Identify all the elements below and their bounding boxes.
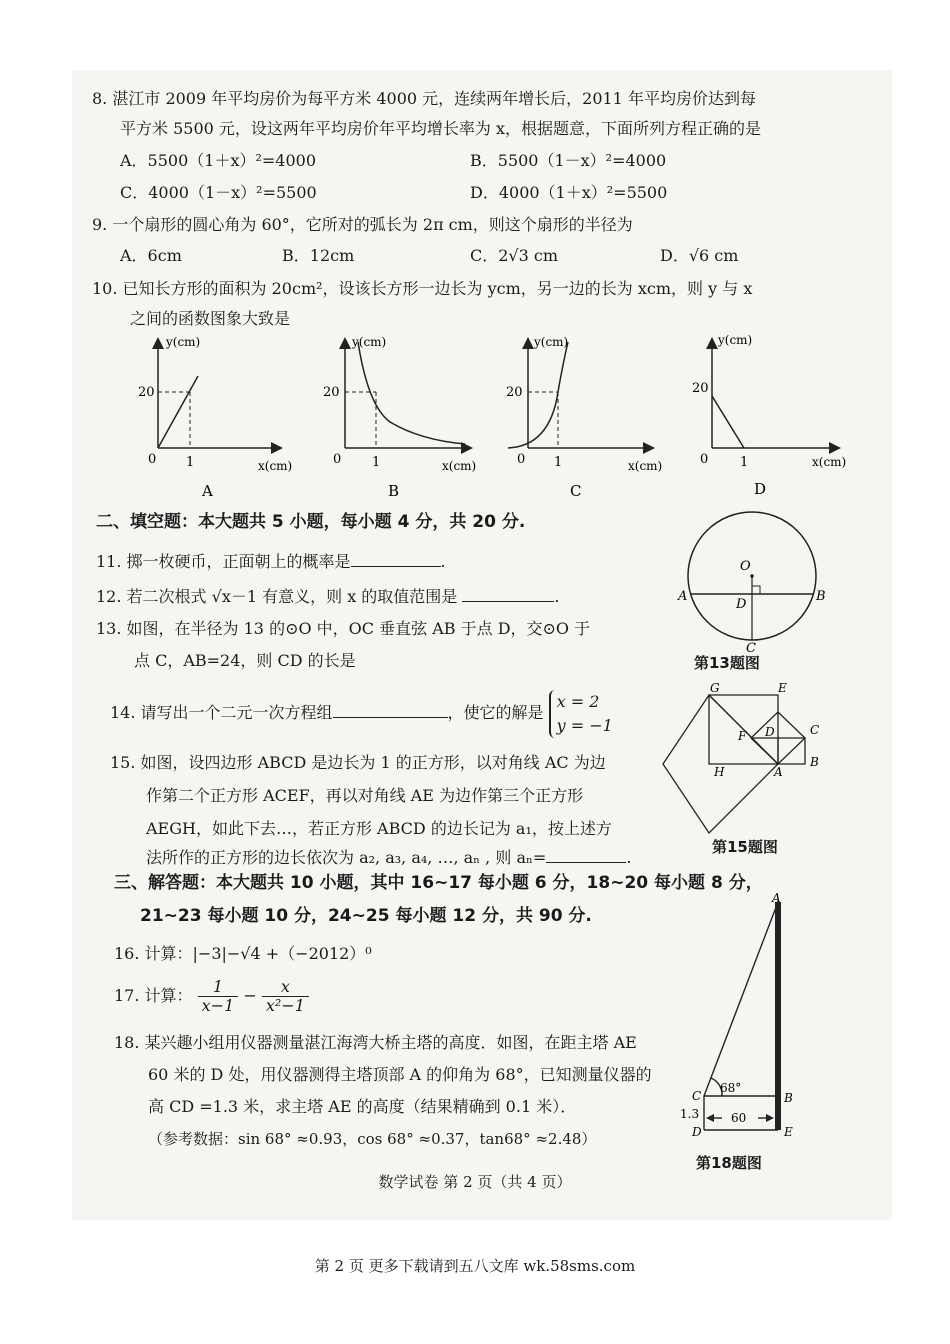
q9-option-a: A．6cm <box>120 246 182 265</box>
q8-line1: 8. 湛江市 2009 年平均房价为每平方米 4000 元，连续两年增长后，2011 年平均房价达到每 <box>92 89 756 108</box>
q13-line2: 点 C，AB=24，则 CD 的长是 <box>134 651 356 670</box>
graph-c-origin: 0 <box>517 452 526 467</box>
graph-c <box>506 335 662 500</box>
graph-b-ytick: 20 <box>323 385 340 400</box>
graph-a <box>138 335 292 500</box>
q17-fraction-2: $\frac{x}{\text{x²−1}}$ <box>262 978 309 1015</box>
q15-label-h: H <box>714 765 725 779</box>
q18-figure <box>676 892 816 1148</box>
q18-line1: 18. 某兴趣小组用仪器测量湛江海湾大桥主塔的高度．如图，在距主塔 AE <box>114 1033 637 1052</box>
graph-d-label: D <box>754 480 767 498</box>
q15-label-b: B <box>810 755 819 769</box>
q11-text: 11. 掷一枚硬币，正面朝上的概率是 . <box>96 548 446 573</box>
q8-option-d: D．4000（1＋x）²=5500 <box>470 183 668 202</box>
q16-text: 16. 计算：|−3|−√4 +（−2012）⁰ <box>114 944 372 963</box>
graph-b-ylabel: y(cm) <box>352 335 387 349</box>
q9-option-c: C．2√3 cm <box>470 246 559 265</box>
graph-d-xlabel: x(cm) <box>812 455 847 469</box>
graph-a-line <box>158 376 198 448</box>
graph-b-label: B <box>388 482 400 500</box>
q15-caption: 第15题图 <box>712 838 778 856</box>
q15-label-a: A <box>774 765 783 779</box>
q15-figure <box>660 680 836 840</box>
q13-figure <box>676 506 836 656</box>
q10-line1: 10. 已知长方形的面积为 20cm²，设该长方形一边长为 ycm，另一边的长为 xcm，则 y 与 x <box>92 279 753 298</box>
section2-title: 二、填空题：本大题共 5 小题，每小题 4 分，共 20 分. <box>96 512 526 532</box>
graph-d <box>692 333 846 498</box>
q18-label-d: D <box>692 1125 702 1139</box>
q10-graphs <box>130 328 870 498</box>
q13-label-d: D <box>736 597 747 612</box>
q15-line4: 法所作的正方形的边长依次为 a₂, a₃, a₄, …, aₙ , 则 aₙ= . <box>146 844 631 869</box>
section3-line1: 三、解答题：本大题共 10 小题，其中 16~17 每小题 6 分，18~20 每小题 8 分， <box>114 873 763 893</box>
q18-label-height: 1.3 <box>680 1107 700 1121</box>
q13-line1: 13. 如图，在半径为 13 的⊙O 中，OC 垂直弦 AB 于点 D，交⊙O 于 <box>96 619 591 638</box>
section3-line2: 21~23 每小题 10 分，24~25 每小题 12 分，共 90 分. <box>140 906 592 926</box>
graph-c-xlabel: x(cm) <box>628 459 663 473</box>
q15-label-e: E <box>778 681 787 695</box>
graph-b-xlabel: x(cm) <box>442 459 477 473</box>
q15-line2: 作第二个正方形 ACEF，再以对角线 AE 为边作第三个正方形 <box>146 786 584 805</box>
q15-line3: AEGH，如此下去…，若正方形 ABCD 的边长记为 a₁，按上述方 <box>146 819 612 838</box>
q13-label-o: O <box>740 559 751 574</box>
q18-line3: 高 CD =1.3 米，求主塔 AE 的高度（结果精确到 0.1 米）． <box>148 1097 577 1116</box>
q12-text: 12. 若二次根式 √x－1 有意义，则 x 的取值范围是 . <box>96 583 560 608</box>
q9-stem: 9. 一个扇形的圆心角为 60°，它所对的弧长为 2π cm，则这个扇形的半径为 <box>92 215 633 234</box>
q18-line4: （参考数据：sin 68° ≈0.93，cos 68° ≈0.37，tan68° ≈2.48） <box>148 1130 597 1148</box>
q8-option-c: C．4000（1－x）²=5500 <box>120 183 317 202</box>
graph-c-ylabel: y(cm) <box>534 335 569 349</box>
q18-label-b: B <box>784 1091 793 1105</box>
q15-label-c: C <box>810 723 820 737</box>
graph-c-xtick: 1 <box>554 455 563 470</box>
graph-a-xtick: 1 <box>186 455 195 470</box>
q9-option-d: D．√6 cm <box>660 246 739 265</box>
graph-b-curve <box>358 342 465 444</box>
q18-line2: 60 米的 D 处，用仪器测得主塔顶部 A 的仰角为 68°，已知测量仪器的 <box>148 1065 652 1084</box>
q14-text: 14. 请写出一个二元一次方程组 ，使它的解是 x = 2 y = −1 <box>110 688 613 738</box>
q17-text: 17. 计算： $\frac{1}{x-1}$ − $\frac{x}{\text{x²−1}}$ <box>114 972 309 1020</box>
graph-d-line <box>712 396 744 448</box>
q9-option-b: B．12cm <box>282 246 355 265</box>
q18-label-dist: 60 <box>731 1111 747 1125</box>
q17-fraction-1: $\frac{1}{x-1}$ <box>198 978 239 1015</box>
q8-option-a: A．5500（1＋x）²=4000 <box>120 151 317 170</box>
graph-c-label: C <box>570 482 582 500</box>
q18-label-c: C <box>692 1089 702 1103</box>
graph-a-origin: 0 <box>148 452 157 467</box>
q8-line2: 平方米 5500 元，设这两年平均房价年平均增长率为 x，根据题意，下面所列方程正确的是 <box>120 119 762 138</box>
q18-label-a: A <box>772 891 781 905</box>
graph-d-ylabel: y(cm) <box>718 333 753 347</box>
graph-c-ytick: 20 <box>506 385 523 400</box>
q18-label-e: E <box>784 1125 793 1139</box>
graph-a-xlabel: x(cm) <box>258 459 293 473</box>
page-footer: 数学试卷 第 2 页（共 4 页） <box>378 1173 572 1191</box>
graph-a-ylabel: y(cm) <box>166 335 201 349</box>
graph-b-origin: 0 <box>333 452 342 467</box>
q18-caption: 第18题图 <box>696 1154 762 1172</box>
graph-b-xtick: 1 <box>372 455 381 470</box>
graph-d-origin: 0 <box>700 452 709 467</box>
q13-label-c: C <box>746 641 756 656</box>
q15-line1: 15. 如图，设四边形 ABCD 是边长为 1 的正方形，以对角线 AC 为边 <box>110 753 606 772</box>
graph-d-xtick: 1 <box>740 455 749 470</box>
q15-label-g: G <box>710 681 720 695</box>
q13-caption: 第13题图 <box>694 654 760 672</box>
graph-d-ytick: 20 <box>692 381 709 396</box>
graph-a-label: A <box>202 482 213 500</box>
q14-system: x = 2 y = −1 <box>549 690 613 738</box>
q13-label-a: A <box>678 589 688 604</box>
q15-label-d: D <box>765 725 775 739</box>
q8-option-b: B．5500（1－x）²=4000 <box>470 151 667 170</box>
q10-line2: 之间的函数图象大致是 <box>130 309 291 328</box>
graph-b <box>323 335 476 500</box>
q15-label-f: F <box>738 729 747 743</box>
q18-label-angle: 68° <box>720 1081 742 1095</box>
site-footer: 第 2 页 更多下载请到五八文库 wk.58sms.com <box>314 1257 636 1275</box>
q13-label-b: B <box>816 589 826 604</box>
graph-a-ytick: 20 <box>138 385 155 400</box>
